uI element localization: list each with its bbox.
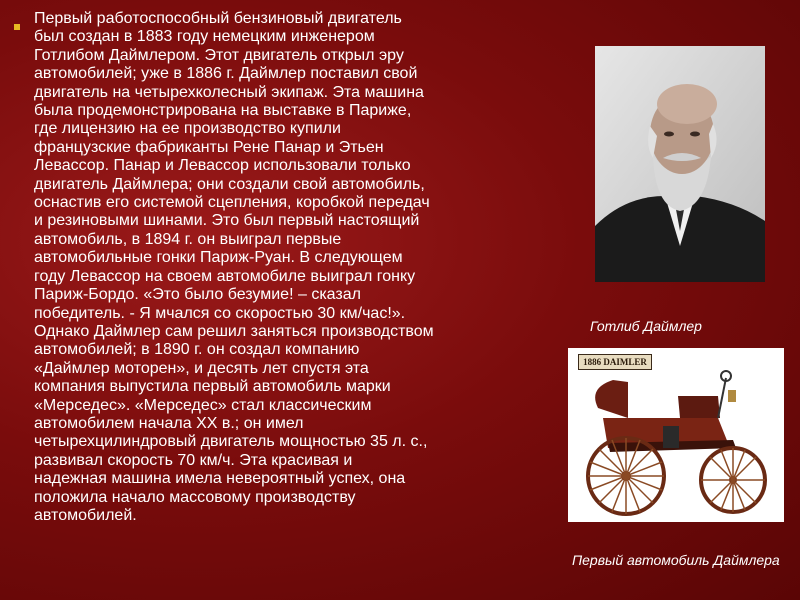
rear-wheel xyxy=(588,438,664,514)
car-caption: Первый автомобиль Даймлера xyxy=(572,552,780,568)
portrait-caption: Готлиб Даймлер xyxy=(590,318,702,334)
portrait-photo xyxy=(595,46,765,282)
car-photo xyxy=(568,348,784,522)
history-paragraph: Первый работоспособный бензиновый двигатель был создан в 1883 году немецким инженером Готлибом Даймлером. Этот двигатель открыл эру автомобилей; уже в 1886 г. Даймлер поставил свой двигатель на четырехколесный экипаж. Эта машина была продемонстрирована на выставке в Париже, где лицензию на ее производство купили французские фабриканты Рене Панар и Этьен Левассор. Панар и Левассор использовали только двигатель Даймлера; они создали свой автомобиль, оснастив его системой сцепления, коробкой передач и резиновыми шинами. Это был первый настоящий автомобиль, в 1894 г. он выиграл первые автомобильные гонки Париж-Руан. В следующем году Левассор на своем автомобиле выиграл гонку Париж-Бордо. «Это было безумие! – сказал победитель. - Я мчался со скоростью 30 км/час!». Однако Даймлер сам решил заняться производством автомобилей; в 1890 г. он создал компанию «Даймлер моторен», и десять лет спустя эта компания выпустила первый автомобиль марки «Мерседес». «Мерседес» стал классическим автомобилем начала XX в.; он имел четырехцилиндровый двигатель мощностью 35 л. с., развивал скорость 70 км/ч. Эта красивая и надежная машина имела невероятный успех, она положила начало массовому производству автомобилей. xyxy=(34,10,434,524)
front-wheel xyxy=(701,448,765,512)
bullet-marker xyxy=(14,24,20,30)
car-plate-label: 1886 DAIMLER xyxy=(578,354,652,370)
